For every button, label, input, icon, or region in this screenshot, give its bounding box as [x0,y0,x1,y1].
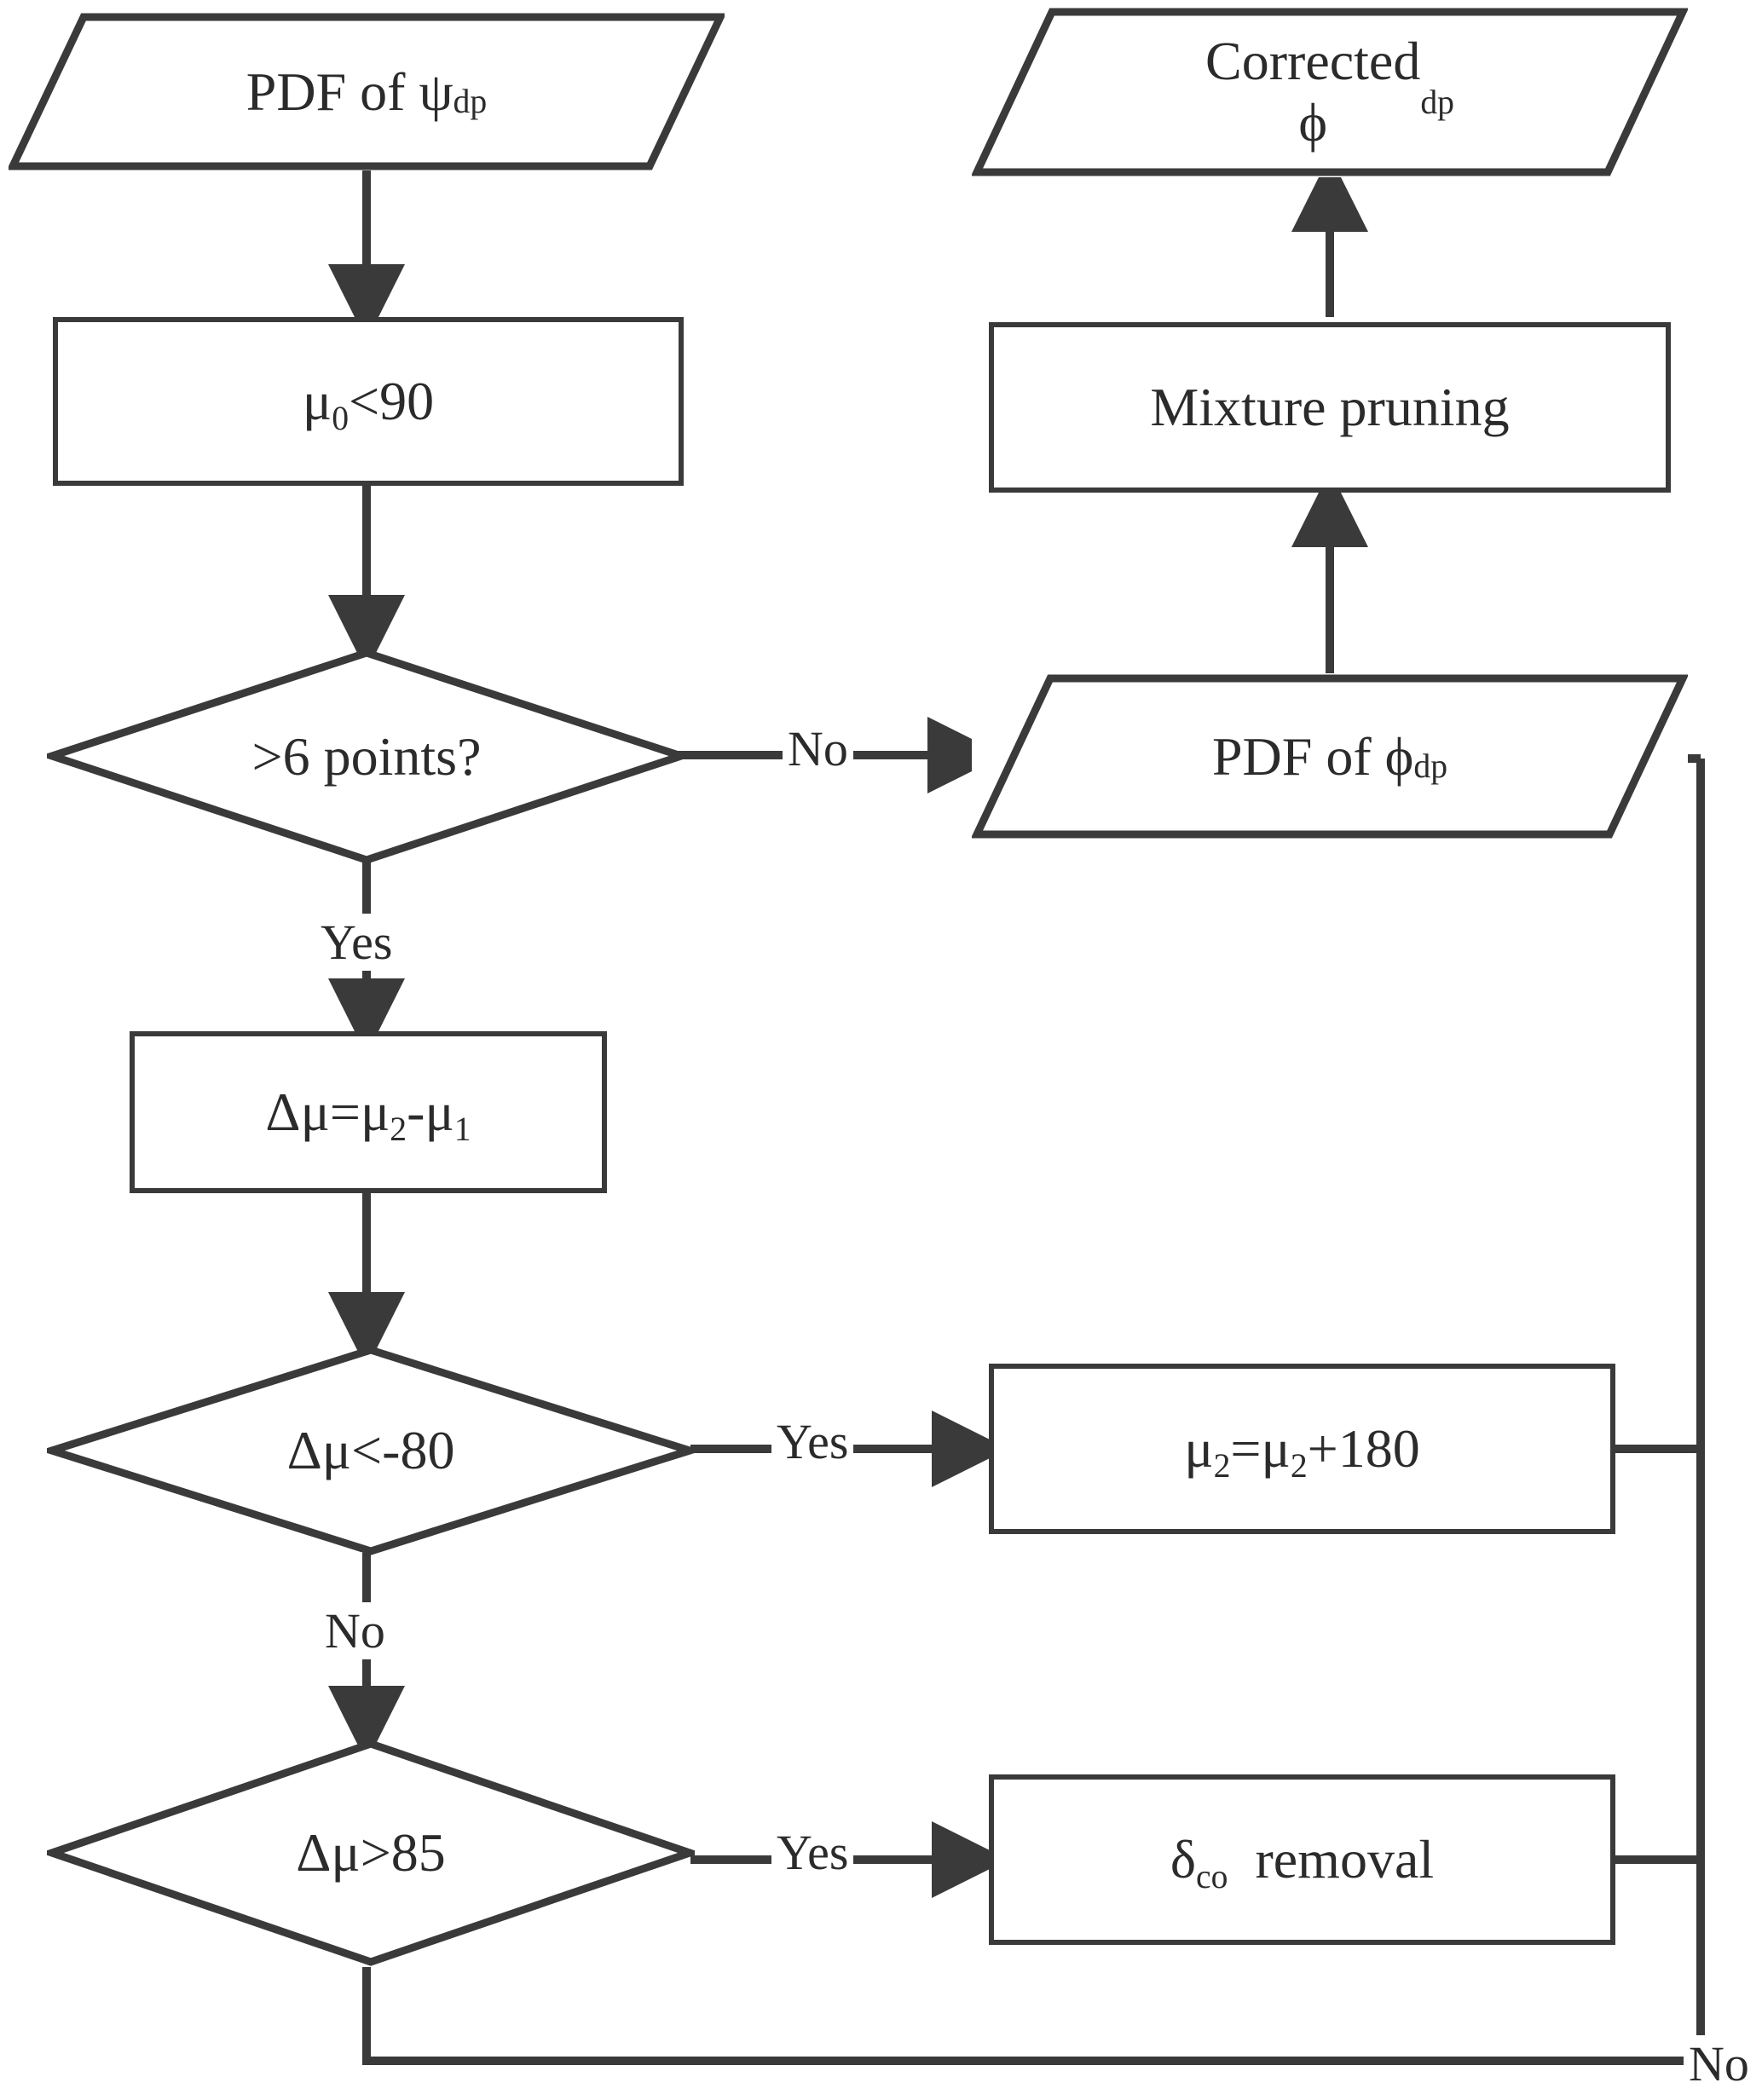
node-more-than-6-points[interactable] [47,648,686,865]
node-label: Δμ<-80 [286,1420,455,1480]
node-label: $\delta_{co}$ removal [1170,1829,1435,1896]
node-label: Corrected ϕ $_{dp}$ [1205,31,1454,153]
node-label: $\mu_2=\mu_2+180$ [1184,1418,1420,1486]
node-mu2-plus-180[interactable] [989,1364,1615,1534]
edge-label-points-no: No [783,720,853,777]
node-delta-mu-greater-85[interactable] [47,1739,695,1967]
node-label: $\Delta\mu=\mu_2-\mu_1$ [265,1082,471,1149]
node-pdf-of-psi-dp[interactable] [9,13,725,170]
edge-label-lt-minus-80-yes: Yes [771,1413,853,1470]
node-label: PDF of ϕ $_{dp}$ [1211,725,1448,787]
node-label: >6 points? [251,725,482,787]
node-delta-mu-definition[interactable] [130,1031,607,1193]
node-label: $\mu_0<90$ [302,371,435,438]
node-pdf-of-phi-dp[interactable] [972,673,1688,839]
edge-label-gt-85-no: No [1684,2035,1754,2092]
node-delta-co-removal[interactable] [989,1774,1615,1945]
node-mixture-pruning[interactable] [989,322,1671,493]
edge-label-points-yes: Yes [315,914,397,971]
node-label: PDF of ψ $_{dp}$ [246,61,488,122]
node-label: Δμ>85 [296,1822,446,1883]
node-delta-mu-less-minus-80[interactable] [47,1345,695,1556]
node-corrected-phi-dp[interactable] [972,7,1688,177]
node-mu0-less-90[interactable] [53,317,684,486]
node-label: Mixture pruning [1150,377,1510,438]
edge-label-gt-85-yes: Yes [771,1824,853,1881]
edge-label-lt-minus-80-no: No [320,1602,390,1659]
